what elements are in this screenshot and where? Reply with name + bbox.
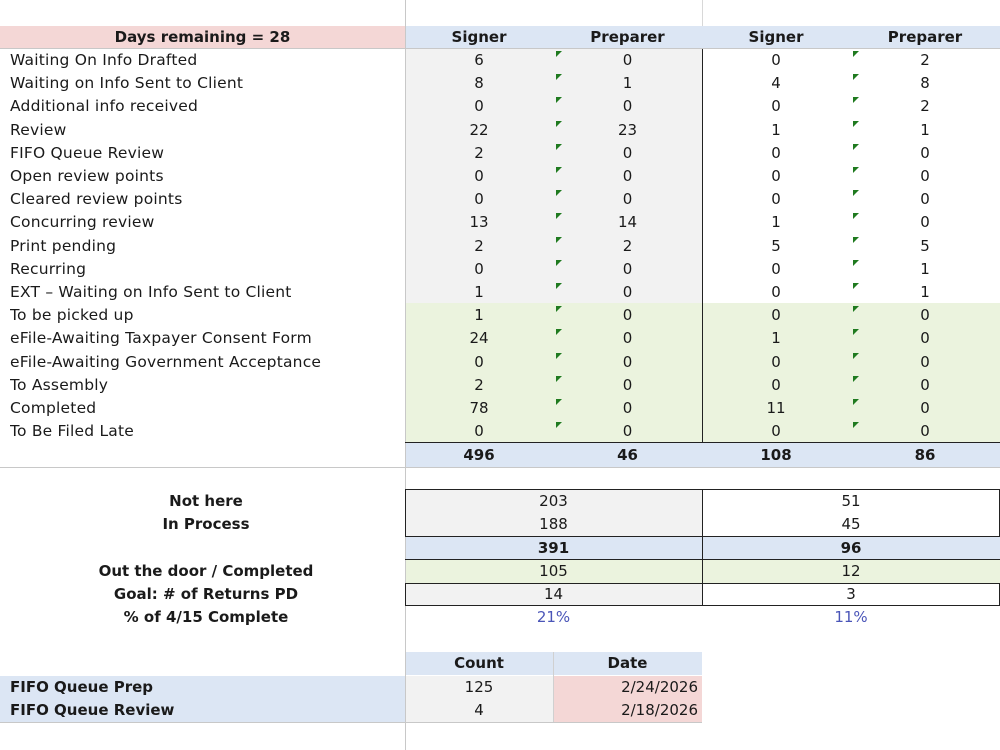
- column-header-signer-2[interactable]: Signer: [748, 28, 804, 46]
- status-row-preparer-2-value[interactable]: 0: [920, 213, 930, 231]
- comment-indicator-icon: [556, 260, 562, 266]
- status-row-label: EXT – Waiting on Info Sent to Client: [10, 283, 292, 301]
- status-row-label: Cleared review points: [10, 190, 183, 208]
- status-row-preparer-1-value[interactable]: 0: [622, 167, 633, 185]
- comment-indicator-icon: [853, 51, 859, 57]
- pct-complete-label: % of 4/15 Complete: [123, 608, 289, 626]
- not-here-right-value[interactable]: 51: [841, 492, 861, 510]
- comment-indicator-icon: [853, 167, 859, 173]
- comment-indicator-icon: [853, 399, 859, 405]
- status-row-signer-2-value[interactable]: 0: [771, 144, 781, 162]
- comment-indicator-icon: [556, 353, 562, 359]
- status-row-preparer-2-value[interactable]: 5: [920, 237, 930, 255]
- status-row-preparer-1-value[interactable]: 0: [622, 306, 633, 324]
- in-process-left-value[interactable]: 188: [539, 515, 568, 533]
- goal-label: Goal: # of Returns PD: [113, 585, 299, 603]
- status-row-signer-2-value[interactable]: 5: [771, 237, 781, 255]
- comment-indicator-icon: [853, 97, 859, 103]
- fifo-bottom-border: [0, 722, 702, 723]
- status-row-signer-1-value[interactable]: 0: [474, 97, 484, 115]
- comment-indicator-icon: [556, 97, 562, 103]
- status-row-signer-1-value[interactable]: 2: [474, 376, 484, 394]
- status-row-preparer-2-value[interactable]: 0: [920, 167, 930, 185]
- goal-right-value[interactable]: 3: [846, 585, 856, 603]
- status-row-preparer-1-value[interactable]: 0: [622, 399, 633, 417]
- status-row-signer-1-value[interactable]: 1: [474, 306, 484, 324]
- comment-indicator-icon: [556, 144, 562, 150]
- status-row-preparer-1-value[interactable]: 2: [622, 237, 633, 255]
- status-row-signer-2-value[interactable]: 0: [771, 422, 781, 440]
- comment-indicator-icon: [853, 306, 859, 312]
- out-the-door-right-value[interactable]: 12: [841, 562, 861, 580]
- column-header-preparer-2[interactable]: Preparer: [887, 28, 963, 46]
- status-row-label: Additional info received: [10, 97, 199, 115]
- comment-indicator-icon: [556, 329, 562, 335]
- status-row-signer-2-value[interactable]: 4: [771, 74, 781, 92]
- comment-indicator-icon: [556, 213, 562, 219]
- pct-complete-right-value[interactable]: 11%: [834, 608, 868, 626]
- status-row-preparer-2-value[interactable]: 0: [920, 422, 930, 440]
- status-row-preparer-1-value[interactable]: 0: [622, 190, 633, 208]
- comment-indicator-icon: [556, 283, 562, 289]
- status-row-preparer-2-value[interactable]: 8: [920, 74, 930, 92]
- status-row-preparer-1-value[interactable]: 0: [622, 260, 633, 278]
- comment-indicator-icon: [556, 422, 562, 428]
- comment-indicator-icon: [853, 376, 859, 382]
- status-row-signer-2-value[interactable]: 0: [771, 283, 781, 301]
- status-row-label: Review: [10, 121, 67, 139]
- status-row-label: Recurring: [10, 260, 87, 278]
- status-row-signer-1-value[interactable]: 0: [474, 353, 484, 371]
- status-row-preparer-2-value[interactable]: 0: [920, 306, 930, 324]
- status-row-preparer-2-value[interactable]: 0: [920, 329, 930, 347]
- status-row-signer-2-value[interactable]: 0: [771, 376, 781, 394]
- comment-indicator-icon: [853, 121, 859, 127]
- fifo-review-count[interactable]: 4: [474, 701, 484, 719]
- comment-indicator-icon: [853, 74, 859, 80]
- comment-indicator-icon: [853, 190, 859, 196]
- status-row-signer-1-value[interactable]: 2: [474, 237, 484, 255]
- status-row-label: Completed: [10, 399, 97, 417]
- column-header-signer-1[interactable]: Signer: [451, 28, 507, 46]
- status-row-label: Waiting on Info Sent to Client: [10, 74, 244, 92]
- status-row-preparer-2-value[interactable]: 2: [920, 51, 930, 69]
- out-the-door-label: Out the door / Completed: [98, 562, 314, 580]
- status-row-signer-1-value[interactable]: 1: [474, 283, 484, 301]
- fifo-review-date[interactable]: 2/18/2026: [621, 701, 698, 719]
- status-row-signer-2-value[interactable]: 1: [771, 213, 781, 231]
- status-row-label: eFile-Awaiting Government Acceptance: [10, 353, 322, 371]
- comment-indicator-icon: [853, 353, 859, 359]
- status-row-signer-1-value[interactable]: 8: [474, 74, 484, 92]
- status-row-signer-1-value[interactable]: 6: [474, 51, 484, 69]
- total-preparer-2[interactable]: 86: [914, 446, 936, 464]
- status-row-preparer-1-value[interactable]: 0: [622, 97, 633, 115]
- status-row-signer-2-value[interactable]: 0: [771, 51, 781, 69]
- status-row-signer-1-value[interactable]: 24: [469, 329, 489, 347]
- column-divider: [702, 0, 703, 26]
- status-row-preparer-1-value[interactable]: 0: [622, 376, 633, 394]
- status-row-label: To be picked up: [10, 306, 134, 324]
- fifo-prep-date[interactable]: 2/24/2026: [621, 678, 698, 696]
- status-row-preparer-1-value[interactable]: 0: [622, 144, 633, 162]
- status-row-signer-2-value[interactable]: 0: [771, 190, 781, 208]
- comment-indicator-icon: [556, 399, 562, 405]
- comment-indicator-icon: [853, 422, 859, 428]
- status-row-signer-1-value[interactable]: 0: [474, 167, 484, 185]
- status-row-signer-1-value[interactable]: 13: [469, 213, 489, 231]
- fifo-count-header[interactable]: Count: [454, 654, 504, 672]
- subtotal-right-value[interactable]: 96: [840, 539, 862, 557]
- status-row-signer-2-value[interactable]: 0: [771, 167, 781, 185]
- comment-indicator-icon: [556, 306, 562, 312]
- status-row-label: FIFO Queue Review: [10, 144, 165, 162]
- status-row-preparer-1-value[interactable]: 0: [622, 51, 633, 69]
- not-here-left-value[interactable]: 203: [539, 492, 568, 510]
- status-row-preparer-2-value[interactable]: 1: [920, 260, 930, 278]
- status-row-signer-2-value[interactable]: 0: [771, 97, 781, 115]
- in-process-right-value[interactable]: 45: [841, 515, 861, 533]
- status-row-preparer-1-value[interactable]: 0: [622, 329, 633, 347]
- comment-indicator-icon: [556, 51, 562, 57]
- status-row-label: To Assembly: [10, 376, 109, 394]
- comment-indicator-icon: [556, 121, 562, 127]
- status-row-signer-1-value[interactable]: 78: [469, 399, 489, 417]
- goal-left-value[interactable]: 14: [543, 585, 564, 603]
- status-row-signer-2-value[interactable]: 1: [771, 121, 781, 139]
- status-row-signer-1-value[interactable]: 0: [474, 260, 484, 278]
- status-row-signer-2-value[interactable]: 0: [771, 353, 781, 371]
- comment-indicator-icon: [556, 190, 562, 196]
- comment-indicator-icon: [853, 237, 859, 243]
- pct-complete-left-value[interactable]: 21%: [536, 608, 571, 626]
- out-the-door-left-value[interactable]: 105: [539, 562, 568, 580]
- column-header-preparer-1[interactable]: Preparer: [590, 28, 665, 46]
- comment-indicator-icon: [556, 167, 562, 173]
- total-preparer-1[interactable]: 46: [617, 446, 638, 464]
- fifo-prep-label: FIFO Queue Prep: [10, 678, 154, 696]
- total-signer-2[interactable]: 108: [760, 446, 792, 464]
- status-row-preparer-2-value[interactable]: 0: [920, 144, 930, 162]
- status-row-preparer-2-value[interactable]: 2: [920, 97, 930, 115]
- subtotal-left-value[interactable]: 391: [537, 539, 570, 557]
- comment-indicator-icon: [556, 237, 562, 243]
- comment-indicator-icon: [853, 283, 859, 289]
- status-row-label: To Be Filed Late: [10, 422, 134, 440]
- in-process-label: In Process: [162, 515, 250, 533]
- status-row-signer-1-value[interactable]: 0: [474, 190, 484, 208]
- totals-bottom-border: [0, 467, 1000, 468]
- status-row-signer-1-value[interactable]: 2: [474, 144, 484, 162]
- status-row-signer-2-value[interactable]: 11: [766, 399, 786, 417]
- comment-indicator-icon: [853, 213, 859, 219]
- comment-indicator-icon: [853, 329, 859, 335]
- status-row-signer-1-value[interactable]: 0: [474, 422, 484, 440]
- total-signer-1[interactable]: 496: [463, 446, 495, 464]
- fifo-prep-count[interactable]: 125: [464, 678, 494, 696]
- comment-indicator-icon: [556, 74, 562, 80]
- days-remaining-label: Days remaining = 28: [114, 28, 291, 46]
- status-row-label: Concurring review: [10, 213, 155, 231]
- status-row-signer-2-value[interactable]: 0: [771, 260, 781, 278]
- comment-indicator-icon: [556, 376, 562, 382]
- comment-indicator-icon: [853, 144, 859, 150]
- fifo-date-header[interactable]: Date: [607, 654, 648, 672]
- status-row-preparer-1-value[interactable]: 14: [617, 213, 638, 231]
- status-row-preparer-2-value[interactable]: 0: [920, 353, 930, 371]
- status-row-signer-2-value[interactable]: 1: [771, 329, 781, 347]
- fifo-review-label: FIFO Queue Review: [10, 701, 175, 719]
- status-row-preparer-1-value[interactable]: 0: [622, 422, 633, 440]
- status-row-label: eFile-Awaiting Taxpayer Consent Form: [10, 329, 312, 347]
- status-row-preparer-2-value[interactable]: 0: [920, 376, 930, 394]
- status-row-signer-1-value[interactable]: 22: [469, 121, 489, 139]
- status-row-label: Waiting On Info Drafted: [10, 51, 198, 69]
- status-row-preparer-2-value[interactable]: 0: [920, 399, 930, 417]
- status-row-label: Print pending: [10, 237, 117, 255]
- status-row-preparer-1-value[interactable]: 0: [622, 283, 633, 301]
- status-row-label: Open review points: [10, 167, 164, 185]
- status-row-preparer-1-value[interactable]: 0: [622, 353, 633, 371]
- status-row-signer-2-value[interactable]: 0: [771, 306, 781, 324]
- not-here-label: Not here: [169, 492, 243, 510]
- status-row-preparer-2-value[interactable]: 1: [920, 121, 930, 139]
- status-row-preparer-2-value[interactable]: 1: [920, 283, 930, 301]
- status-row-preparer-1-value[interactable]: 1: [622, 74, 633, 92]
- comment-indicator-icon: [853, 260, 859, 266]
- status-row-preparer-2-value[interactable]: 0: [920, 190, 930, 208]
- status-row-preparer-1-value[interactable]: 23: [617, 121, 638, 139]
